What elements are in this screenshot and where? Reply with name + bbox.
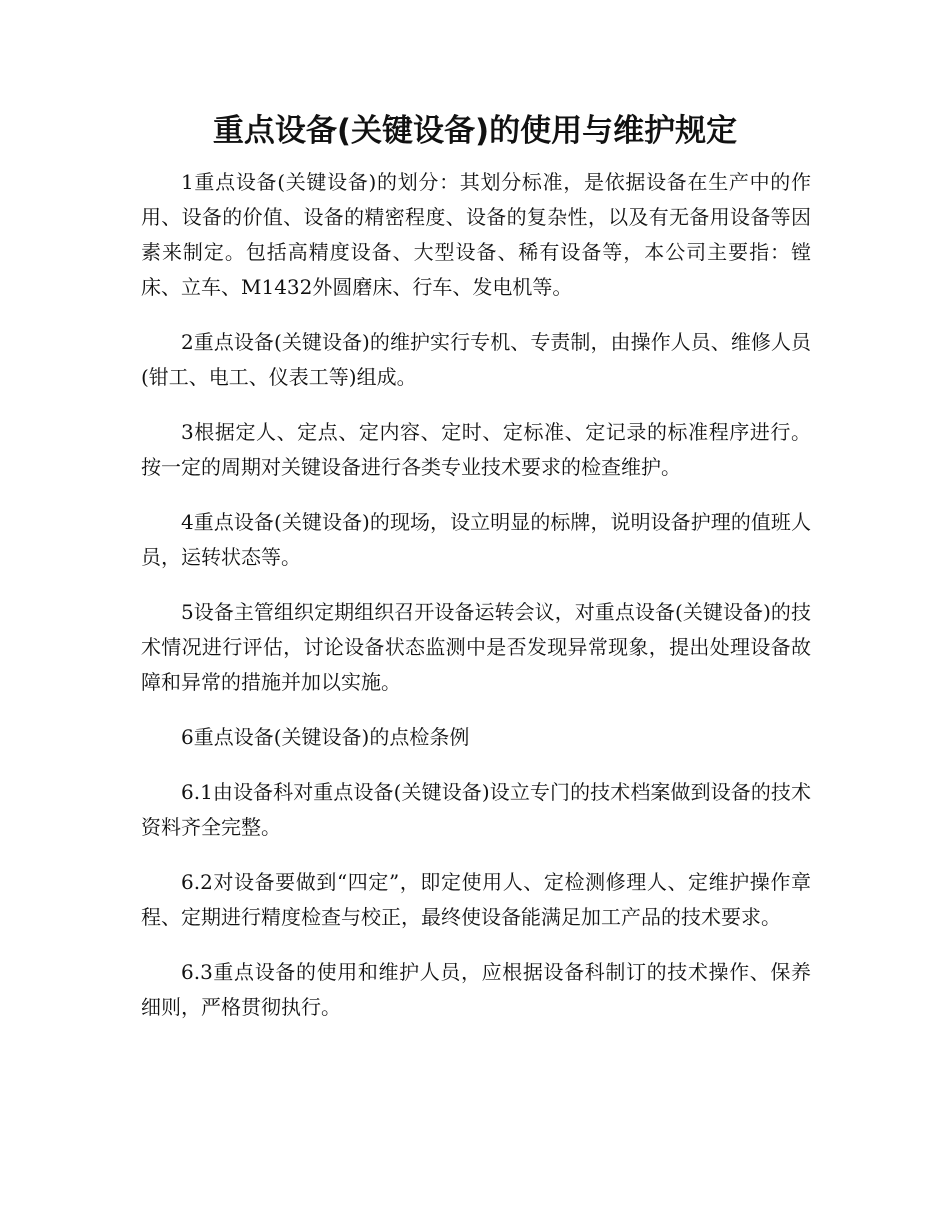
paragraph-2: 2重点设备(关键设备)的维护实行专机、专责制，由操作人员、维修人员(钳工、电工、仪表工等)组成。	[141, 330, 811, 389]
paragraph-5: 5设备主管组织定期组织召开设备运转会议，对重点设备(关键设备)的技术情况进行评估，讨论设备状态监测中是否发现异常现象，提出处理设备故障和异常的措施并加以实施。	[141, 600, 811, 694]
document-body	[141, 165, 811, 1045]
paragraph-4: 4重点设备(关键设备)的现场，设立明显的标牌，说明设备护理的值班人员，运转状态等。	[141, 510, 811, 569]
paragraph-6: 6重点设备(关键设备)的点检条例	[181, 725, 470, 749]
paragraph-6-3: 6.3重点设备的使用和维护人员，应根据设备科制订的技术操作、保养细则，严格贯彻执行。	[141, 960, 811, 1019]
paragraph-3: 3根据定人、定点、定内容、定时、定标准、定记录的标准程序进行。按一定的周期对关键设备进行各类专业技术要求的检查维护。	[141, 420, 811, 479]
page-title: 重点设备(关键设备)的使用与维护规定	[212, 113, 738, 149]
paragraph-6-1: 6.1由设备科对重点设备(关键设备)设立专门的技术档案做到设备的技术资料齐全完整。	[141, 780, 811, 839]
paragraph-6-2: 6.2对设备要做到“四定”，即定使用人、定检测修理人、定维护操作章程、定期进行精度检查与校正，最终使设备能满足加工产品的技术要求。	[141, 870, 811, 929]
paragraph-1: 1重点设备(关键设备)的划分：其划分标准，是依据设备在生产中的作用、设备的价值、设备的精密程度、设备的复杂性，以及有无备用设备等因素来制定。包括高精度设备、大型设备、稀有设备等，本公司主要指：镗床、立车、M1432外圆磨床、行车、发电机等。	[141, 170, 811, 299]
